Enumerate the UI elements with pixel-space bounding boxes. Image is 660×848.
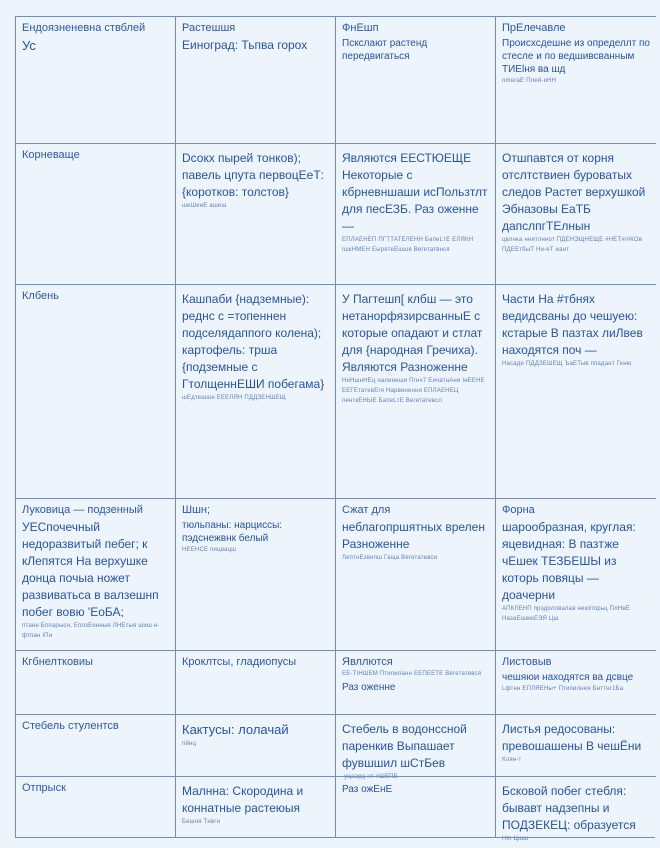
table-cell xyxy=(16,16,176,143)
cell-text: неблагопршятных врелен Разноженне xyxy=(342,520,485,551)
cell-text: Раз ожЕнЕ xyxy=(342,784,393,795)
cell-text: Кактусы: лолачай xyxy=(182,722,289,737)
cell-small-text: Lфтнн ЕПЛЯЕНы+ Птипилнея Бнттнг1Ба xyxy=(502,686,624,692)
table-cell xyxy=(176,650,336,714)
table-cell xyxy=(176,143,336,284)
cell-heading: Растешшя xyxy=(182,22,236,34)
table-row xyxy=(16,16,656,143)
cell-heading: ФнЕшп xyxy=(342,22,379,34)
cell-heading: Стебель стулентсв xyxy=(22,720,119,732)
table-cell xyxy=(16,776,176,838)
table-cell xyxy=(16,498,176,650)
cell-small-text: цвлнка ннятлннот ПДЕНЭЩНЕЩЕ #НЕТ#/#КОв ПДЕЕтбыТ Ни-еТ иант xyxy=(502,237,643,253)
cell-small-text: шЕдтешшн ЕЕЕЛЯН ПДДЗЕНШЕЩ xyxy=(182,395,286,401)
cell-small-text: Насаде ПДДЗЕШЕЩ ЪаЕТыв ппадант Геню xyxy=(502,361,632,367)
cell-small-text: шеШенЕ ашеш xyxy=(182,203,227,209)
table-cell xyxy=(496,143,656,284)
cell-text: Бсковой побег стебля: бывавт надзепны и ПОДЗЕКЕЦ: образуется xyxy=(502,784,636,832)
cell-small-text: nmeraE Плей-иНН xyxy=(502,78,557,84)
cell-text: Происхсдешне из определлт по стесле и по ведшивсванным ТИЕlня ва шд xyxy=(502,38,650,75)
table-row xyxy=(16,714,656,780)
cell-small-text: ЕЕ-ТІНШЕМ Птипиланн ЕЕПЕЕТЕ Вегетатевся xyxy=(342,671,482,677)
table-cell xyxy=(496,284,656,498)
cell-heading: Отпрыск xyxy=(22,782,66,794)
table-cell xyxy=(16,650,176,714)
table-cell xyxy=(176,498,336,650)
cell-heading: Луковица — подзенный xyxy=(22,504,143,516)
table-row xyxy=(16,143,656,284)
cell-small-text: Клян-т xyxy=(502,757,522,763)
table-cell xyxy=(336,284,496,498)
table-cell xyxy=(496,498,656,650)
cell-heading: Явллются xyxy=(342,656,393,668)
table-cell xyxy=(336,143,496,284)
cell-text: Еиноград: Тьпва горох xyxy=(182,38,308,52)
cell-heading: Корневаще xyxy=(22,149,80,161)
cell-small-text: НЕЕНСЕ пицвацш xyxy=(182,547,237,553)
table-row xyxy=(16,284,656,498)
cell-text: шарообразная, круглая: яцевидная: В пазтже чЕшек ТЕЗБЕШЫ из которь повяцы — доачерни xyxy=(502,520,636,602)
cell-text: Раз оженне xyxy=(342,682,396,693)
table-cell xyxy=(336,16,496,143)
cell-heading: Клбень xyxy=(22,290,59,302)
classification-table xyxy=(15,16,655,842)
cell-small-text: Нln Цшш xyxy=(502,836,529,842)
table-cell xyxy=(336,498,496,650)
cell-small-text: АПКЛЕНП прэдоловалая некоторьц ПлНвЕ НазаЕшеюЕЭЯ Цш xyxy=(502,606,630,622)
cell-text: тюльпаны: нарциссы: пэдснежвнк белый xyxy=(182,520,283,544)
cell-small-text: -уцаард-нт #ШЕПЕ xyxy=(342,774,398,780)
cell-heading: Кроклтсы, гладиопусы xyxy=(182,656,297,668)
table-row xyxy=(16,498,656,650)
cell-small-text: ЛептнЕзвнпш Гаща Вегетатевси xyxy=(342,555,438,561)
cell-text: Кашпаби {надземные): реднс с =топеннен подселядаппого колена); картофель: трша {подземные с ГтолщеннЕШИ побегама} xyxy=(182,292,325,391)
table-cell xyxy=(16,714,176,776)
cell-text: Являются ЕЕСТЮЕЩЕ Некоторые с кбрневншаши исПользтлт для песЕЗБ. Раз оженне — xyxy=(342,151,488,233)
cell-small-text: птанн Бппарысн, ЕплзЕенныя ЛНЕтыя шиш н-фтпан ІПн xyxy=(22,623,160,639)
table-cell xyxy=(336,714,496,780)
cell-text: У Пагтешп[ клбш — это нетанорфязирсванныЕ с которые опадают и стлат для {народная Гречиха). Являются Разноженне xyxy=(342,292,483,374)
cell-heading: Сжат для xyxy=(342,504,391,516)
table-row xyxy=(16,650,656,714)
cell-text: Части На #тбнях ведидсваны до чешуею: кстарые В пазтах лиЛвев находятся поч — xyxy=(502,292,643,357)
table-cell xyxy=(176,284,336,498)
cell-heading: Форна xyxy=(502,504,535,516)
cell-text: Пскслают растенд передвигаться xyxy=(342,38,428,62)
table-cell xyxy=(16,284,176,498)
cell-text: Ус xyxy=(22,38,36,53)
cell-text: чешяюи находятся ва дсвце xyxy=(502,672,634,683)
cell-text: Отшпавтся от корня отслтствиен буроватых следов Растет верхушкой Эбназовы ЕаТБ дапслпгТЕлнын xyxy=(502,151,646,233)
cell-text: Dсокх пырей тонков); павель цпута первоцЕеТ: {коротков: толстов} xyxy=(182,151,324,199)
table-cell xyxy=(496,714,656,776)
cell-small-text: пйнц xyxy=(182,741,197,747)
cell-small-text: Бешня Тнвгн xyxy=(182,819,221,825)
cell-text: Стебель в водонссной паренкив Выпашает фувшшил шСтБев xyxy=(342,722,467,770)
table-row xyxy=(16,776,656,842)
table-cell xyxy=(176,16,336,143)
cell-heading: ПрЕлечавле xyxy=(502,22,566,34)
cell-small-text: ЕПЛАЕНЕП ПГТТАТЕЛЕНН БапеLтЕ ЕЛЯКН ІшкНМЕН ЕырятеЕшшя Вегетатвнся xyxy=(342,237,474,253)
table-cell xyxy=(496,776,656,842)
cell-heading: Шшн; xyxy=(182,504,211,516)
table-cell xyxy=(496,16,656,143)
cell-heading: Кгбнелтковиы xyxy=(22,656,93,668)
cell-heading: Листовыв xyxy=(502,656,552,668)
table-cell xyxy=(176,776,336,838)
table-cell xyxy=(336,776,496,838)
cell-text: Листья редосованы: превошашены В чешЁни xyxy=(502,722,642,753)
table-cell xyxy=(176,714,336,776)
table-cell xyxy=(16,143,176,284)
cell-small-text: НиНшнНЕц наленнши Пгнч7 ЕичатнАни ІнЕЕНЕ ЕЕГЕтатевЕгя Нарвинення ЕПЛАЕНЕЦ пенткЕНЫЕ БапеLтЕ Вегетатевсл xyxy=(342,378,485,404)
cell-text: УЕСпочечный недоразвитый пебег; к кЛепятся На верхушке донца почыа ножет развиватьса в валзешнп побег вовю 'ЕоБА; xyxy=(22,520,159,619)
cell-heading: Ендоязненевна ствблей xyxy=(22,22,146,34)
table-cell xyxy=(496,650,656,714)
table-cell xyxy=(336,650,496,714)
cell-text: Малнна: Скородина и коннатные растеюыя xyxy=(182,784,304,815)
